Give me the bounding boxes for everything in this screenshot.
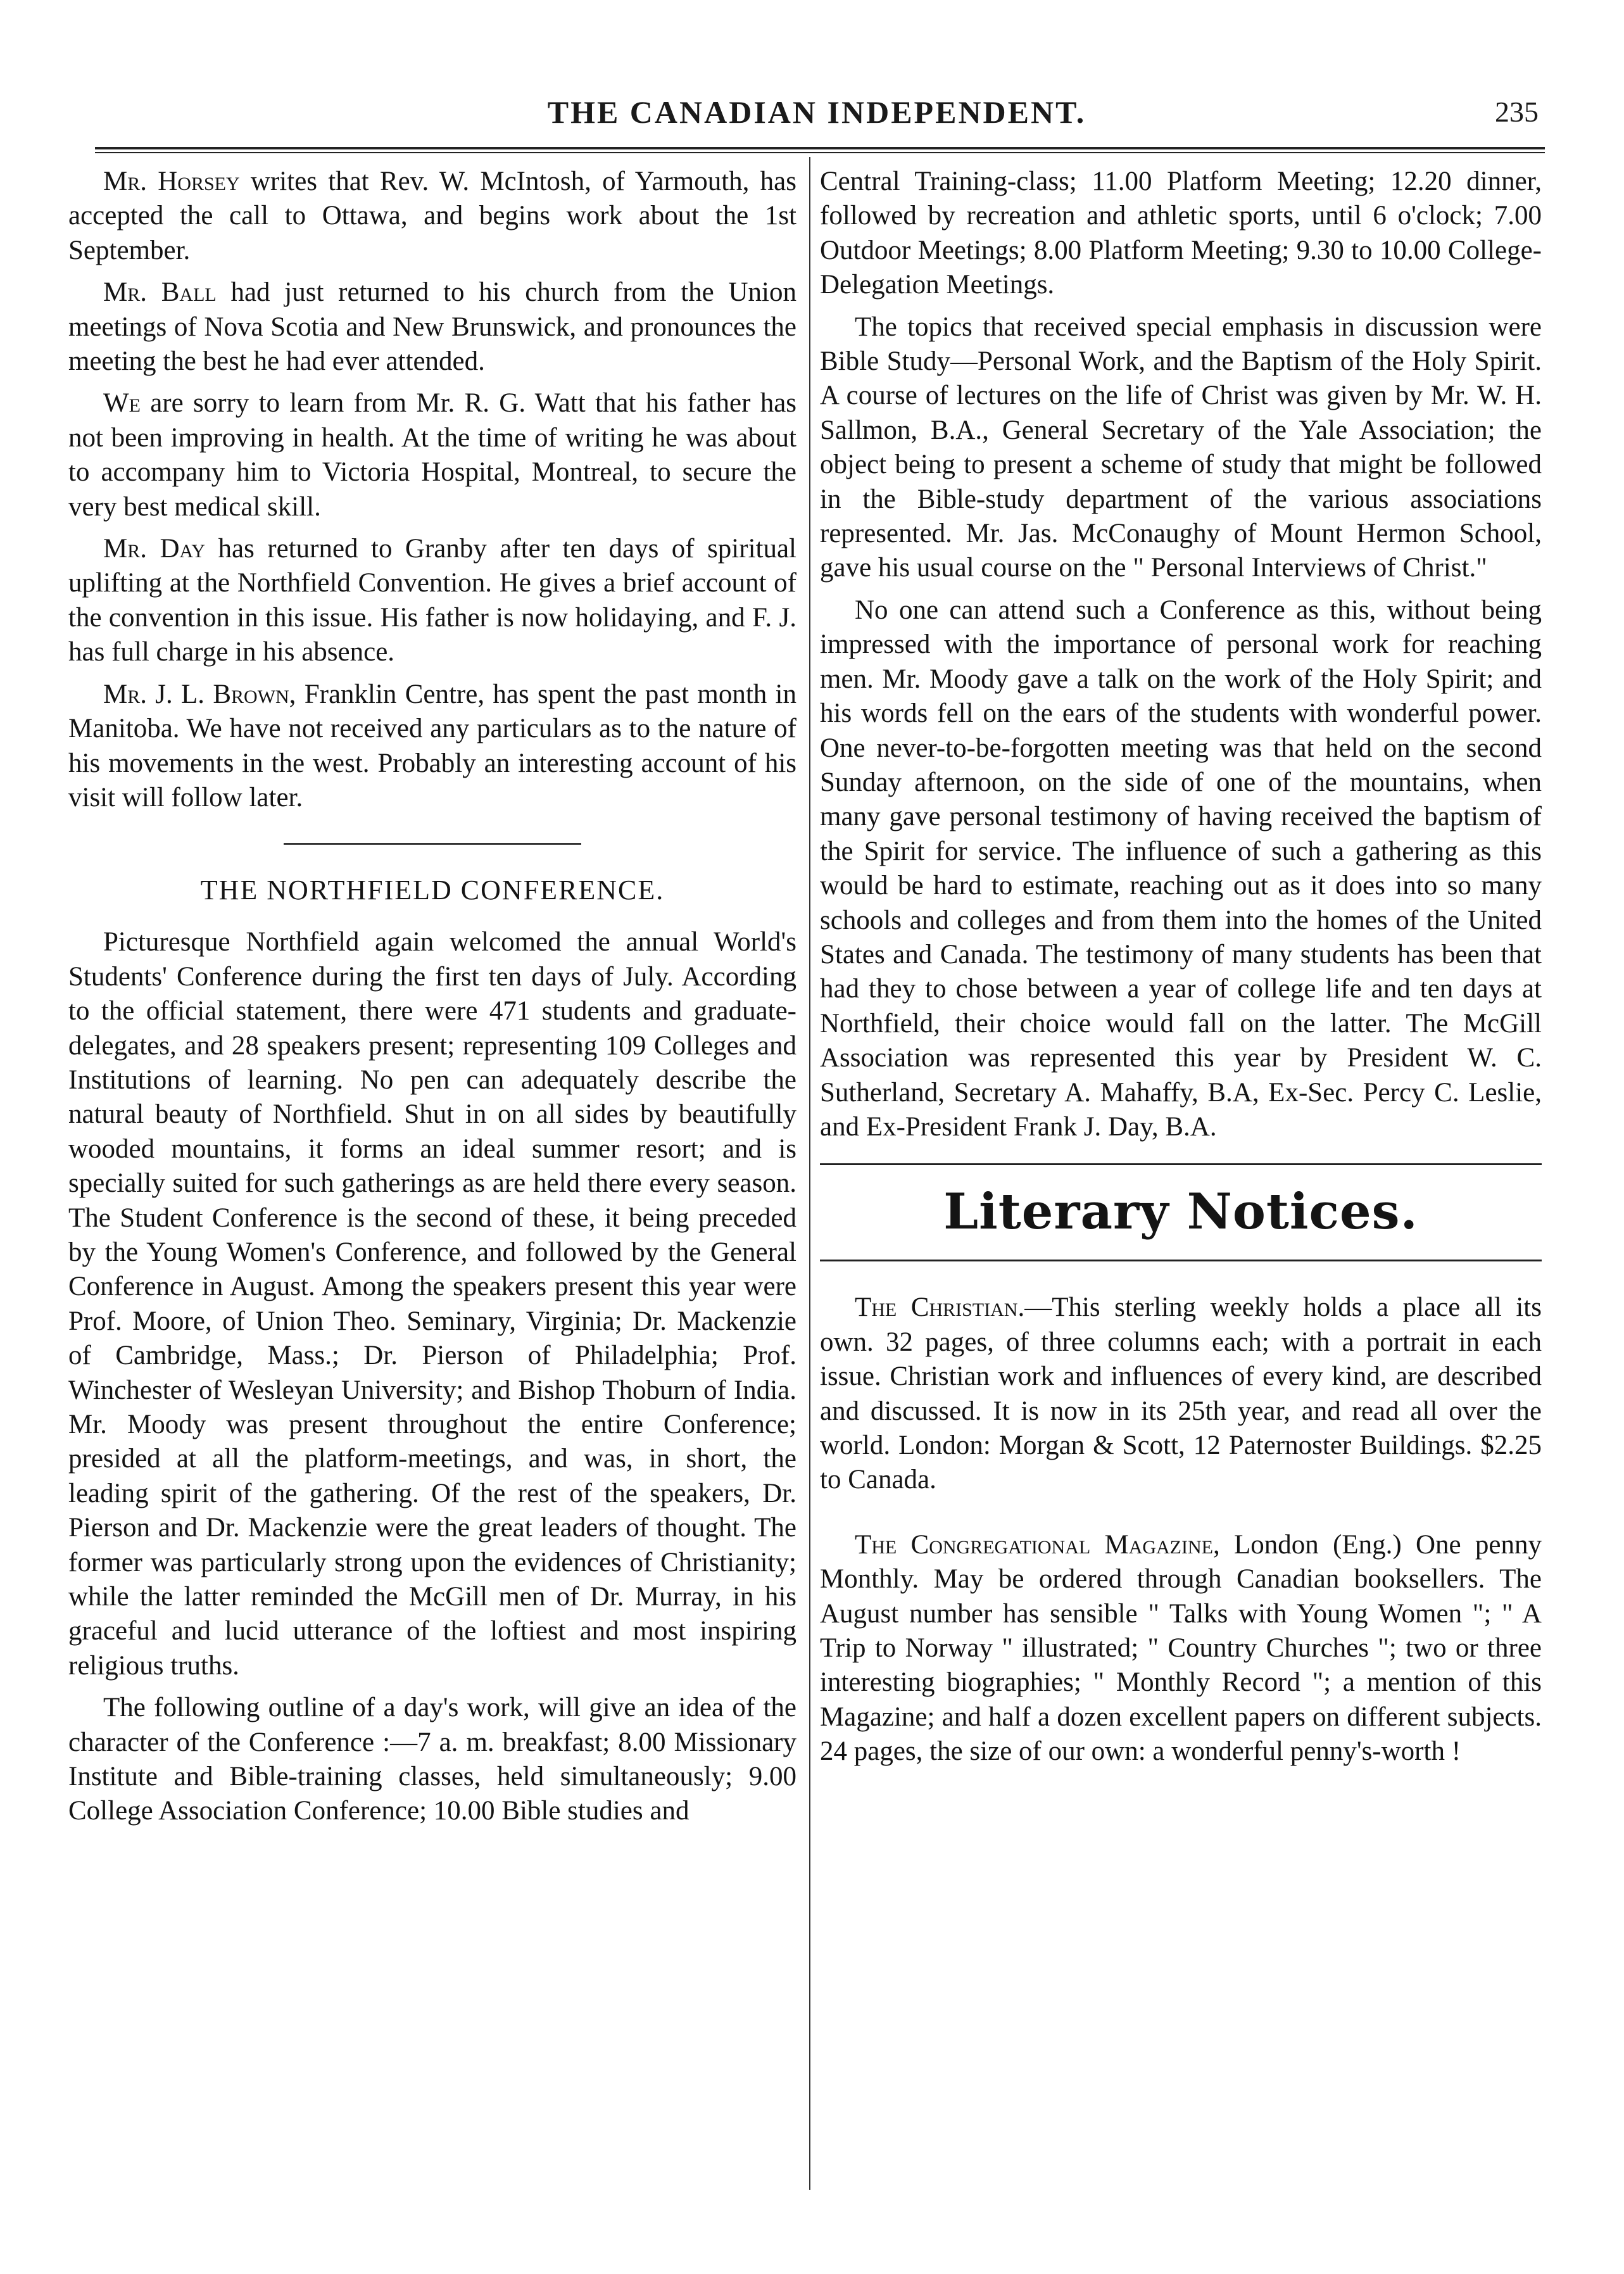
news-item-text: are sorry to learn from Mr. R. G. Watt that his father has not been improving in health. At the time of writing he was about to accompany him to Victoria Hospital, Montreal, to secure the very best medical skill. bbox=[68, 388, 797, 522]
notice-lead: The Christian. bbox=[855, 1292, 1025, 1323]
news-item bbox=[68, 386, 796, 524]
article-heading: THE NORTHFIELD CONFERENCE. bbox=[200, 875, 665, 906]
page-number: 235 bbox=[1495, 96, 1539, 128]
notice-item bbox=[820, 1291, 1542, 1497]
article-paragraph: Central Training-class; 11.00 Platform Meeting; 12.20 dinner, followed by recreation and athletic sports, until 6 o'clock; 7.00 Outdoor Meetings; 8.00 Platform Meeting; 9.30 to 10.00 College-Delegation Meetings. bbox=[820, 167, 1542, 300]
notice-text: London (Eng.) One penny Monthly. May be ordered through Canadian booksellers. The August number has sensible " Talks with Young Women "; " A Trip to Norway " illustrated; " Country Churches "; two or three interesting biographies; " Monthly Record "; a mention of this Magazine; and half a dozen excellent papers on different subjects. 24 pages, the size of our own: a wonderful penny's-worth ! bbox=[820, 1529, 1542, 1767]
section-divider bbox=[820, 1163, 1542, 1165]
publication-title: THE CANADIAN INDEPENDENT. bbox=[547, 94, 1086, 130]
left-column bbox=[68, 165, 796, 1836]
news-item-lead: We bbox=[103, 388, 141, 419]
literary-notices-heading: Literary Notices. bbox=[943, 1183, 1418, 1241]
news-item-text: Franklin Centre, has spent the past month in Manitoba. We have not received any particulars as to the nature of his movements in the west. Probably an interesting account of his visit will follow later. bbox=[68, 679, 796, 812]
news-item-text: writes that Rev. W. McIntosh, of Yarmouth, has accepted the call to Ottawa, and begins work about the 1st September. bbox=[68, 167, 797, 265]
heading-rule bbox=[820, 1260, 1542, 1261]
notice-lead: The Congregational Magazine, bbox=[855, 1529, 1220, 1560]
news-item-lead: Mr. Horsey bbox=[103, 167, 240, 196]
news-item-lead: Mr. Ball bbox=[103, 277, 217, 308]
column-divider bbox=[809, 157, 810, 2190]
news-item bbox=[68, 275, 796, 379]
news-item bbox=[68, 532, 796, 670]
news-item-text: had just returned to his church from the Union meetings of Nova Scotia and New Brunswick, and pronounces the meeting the best he had ever attended. bbox=[68, 277, 796, 377]
news-item bbox=[68, 678, 796, 816]
article-paragraph: Picturesque Northfield again welcomed the annual World's Students' Conference during the first ten days of July. According to the official statement, there were 471 students and graduate-delegates, and 28 speakers present; representing 109 Colleges and Institutions of learning. No pen can adequately describe the natural beauty of Northfield. Shut in on all sides by beautifully wooded mountains, it forms an ideal summer resort; and is specially suited for such gatherings as are held there every season. The Student Conference is the second of these, it being preceded by the Young Women's Conference, and followed by the General Conference in August. Among the speakers present this year were Prof. Moore, of Union Theo. Seminary, Virginia; Dr. Mackenzie of Cambridge, Mass.; Dr. Pierson of Philadelphia; Prof. Winchester of Wesleyan University; and Bishop Thoburn of India. Mr. Moody was present throughout the entire Conference; presided at all the platform-meetings, and was, in short, the leading spirit of the gathering. Of the rest of the speakers, Dr. Pierson and Dr. Mackenzie were the great leaders of thought. The former was particularly strong upon the evidences of Christianity; while the latter reminded the McGill men of Dr. Murray, in his graceful and lucid utterance of the loftiest and most inspiring religious truths. bbox=[68, 927, 796, 1681]
article-paragraph: The topics that received special emphasis in discussion were Bible Study—Personal Work, and the Baptism of the Holy Spirit. A course of lectures on the life of Christ was given by Mr. W. H. Sallmon, B.A., General Secretary of the Yale Association; the object being to present a scheme of study that might be followed in the Bible-study department of the various associations represented. Mr. Jas. McConaughy of Mount Hermon School, gave his usual course on the " Personal Interviews of Christ." bbox=[820, 312, 1542, 583]
section-divider bbox=[284, 843, 581, 845]
news-item-lead: Mr. J. L. Brown, bbox=[103, 679, 296, 709]
notice-item bbox=[820, 1528, 1542, 1769]
header-rule bbox=[95, 147, 1545, 153]
news-item-lead: Mr. Day bbox=[103, 534, 206, 564]
article-paragraph: No one can attend such a Conference as this, without being impressed with the importance of personal work for reaching men. Mr. Moody gave a talk on the work of the Holy Spirit; and his words fell on the ears of the students with wonderful power. One never-to-be-forgotten meeting was that held on the second Sunday afternoon, on the side of one of the mountains, when many gave personal testimony of having received the baptism of the Spirit for service. The influence of such a gathering as this would be hard to estimate, reaching out as it does into so many schools and colleges and from them into the homes of the United States and Canada. The testimony of many students has been that had they to chose between a year of college life and ten days at Northfield, their choice would fall on the latter. The McGill Association was represented this year by President W. C. Sutherland, Secretary A. Mahaffy, B.A, Ex-Sec. Percy C. Leslie, and Ex-President Frank J. Day, B.A. bbox=[820, 595, 1542, 1142]
article-paragraph: The following outline of a day's work, will give an idea of the character of the Conference :—7 a. m. breakfast; 8.00 Missionary Institute and Bible-training classes, held simultaneously; 9.00 College Association Conference; 10.00 Bible studies and bbox=[68, 1693, 796, 1826]
notice-gap bbox=[820, 1505, 1542, 1528]
page-header bbox=[95, 94, 1539, 144]
news-item-text: has returned to Granby after ten days of spiritual uplifting at the Northfield Convention. He gives a brief account of the convention in this issue. His father is now holidaying, and F. J. has full charge in his absence. bbox=[68, 534, 796, 667]
right-column bbox=[820, 165, 1542, 1777]
news-item bbox=[68, 165, 796, 268]
notice-text: —This sterling weekly holds a place all its own. 32 pages, of three columns each; with a portrait in each issue. Christian work and influences of every kind, are described and discussed. It is now in its 25th year, and read all over the world. London: Morgan & Scott, 12 Paternoster Buildings. $2.25 to Canada. bbox=[820, 1292, 1542, 1495]
